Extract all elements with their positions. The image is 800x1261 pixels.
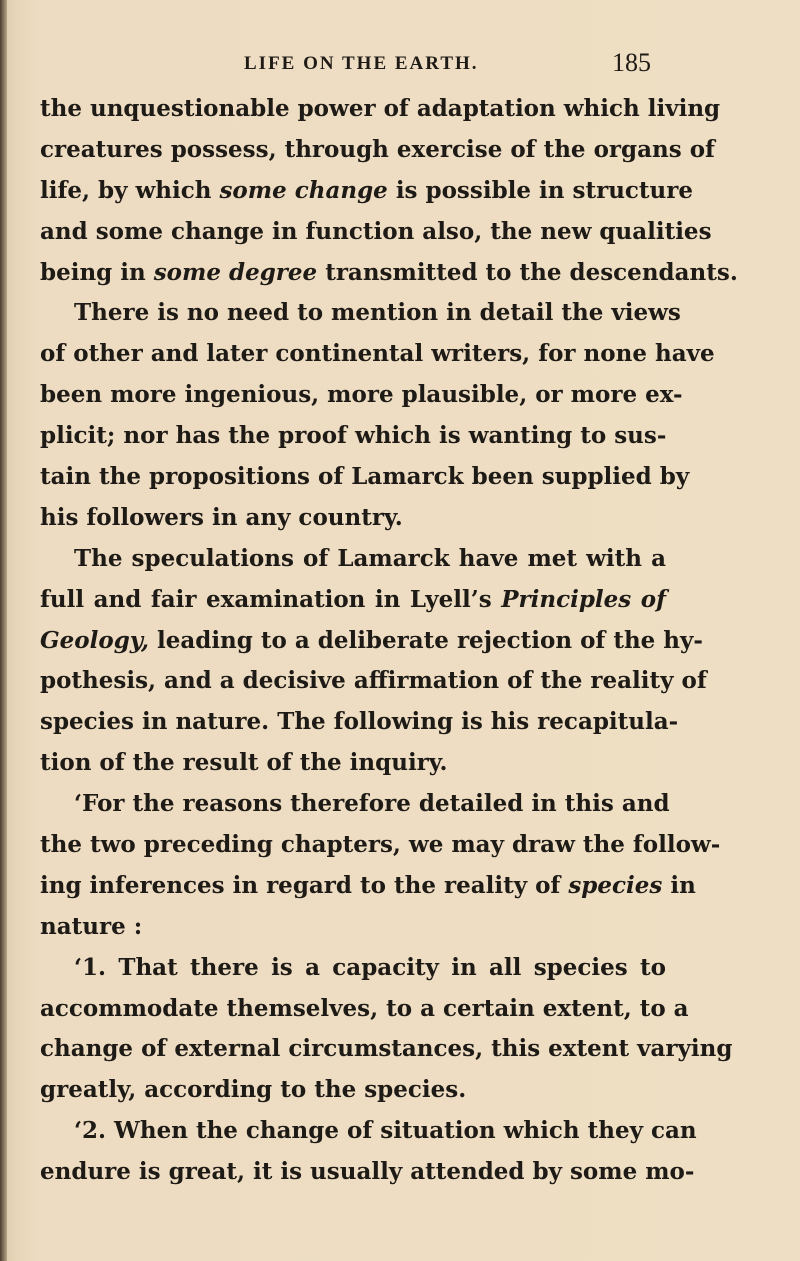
text-span: being in [40,258,154,286]
page-header [0,47,800,79]
text-line: plicit; nor has the proof which is wanting to sus- [40,422,667,450]
text-span: full and fair examination in Lyell’s [40,585,502,613]
text-line: ‘For the reasons therefore detailed in this and [74,790,670,818]
text-line [40,580,666,621]
text-line [40,171,694,212]
text-line [40,866,696,907]
text-span: is possible in structure [387,176,694,204]
italic-phrase: Principles of [501,585,666,613]
text-line: endure is great, it is usually attended by some mo- [40,1158,695,1186]
italic-phrase: some change [219,176,388,204]
body-text [40,89,738,1193]
text-line: of other and later continental writers, for none have [40,340,715,368]
text-line: and some change in function also, the new qualities [40,217,712,245]
text-line: been more ingenious, more plausible, or more ex- [40,381,683,409]
text-line: The speculations of Lamarck have met with a [74,544,666,572]
italic-phrase: some degree [153,258,318,286]
text-line: the two preceding chapters, we may draw the follow- [40,831,721,859]
text-line: creatures possess, through exercise of the organs of [40,135,715,163]
text-line: species in nature. The following is his recapitula- [40,708,679,736]
text-line: greatly, according to the species. [40,1076,467,1104]
italic-phrase: Geology, [40,626,149,654]
text-span: life, by which [40,176,220,204]
text-line: his followers in any country. [40,503,403,531]
page-number: 185 [612,48,651,77]
text-span: ing inferences in regard to the reality of [40,871,569,899]
text-line [40,621,703,662]
text-span: transmitted to the descendants. [317,258,738,286]
text-line: change of external circumstances, this extent varying [40,1035,733,1063]
text-line: tain the propositions of Lamarck been supplied by [40,463,690,491]
running-head: LIFE ON THE EARTH. [244,53,479,74]
text-span: in [662,871,696,899]
text-line: ‘1. That there is a capacity in all species to [74,953,666,981]
text-line: There is no need to mention in detail the views [74,299,681,327]
text-span: leading to a deliberate rejection of the hy- [148,626,703,654]
text-line: nature : [40,912,143,940]
text-line: ‘2. When the change of situation which they can [74,1117,697,1145]
text-line: accommodate themselves, to a certain extent, to a [40,994,689,1022]
text-line: tion of the result of the inquiry. [40,749,448,777]
page-binding-edge [0,0,7,1261]
text-line: the unquestionable power of adaptation which living [40,95,721,122]
text-line: pothesis, and a decisive affirmation of the reality of [40,667,707,695]
text-line [40,253,738,294]
italic-phrase: species [568,871,663,899]
